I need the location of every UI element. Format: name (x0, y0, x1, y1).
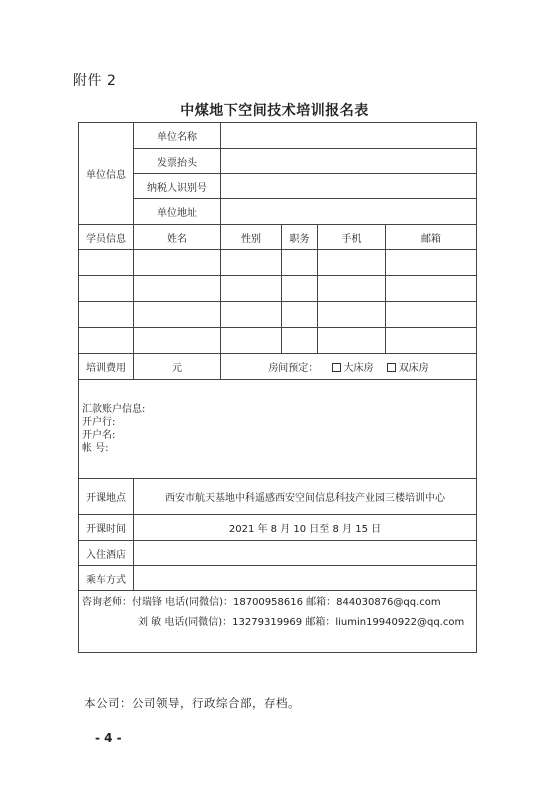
account-number-label: 帐 号: (82, 443, 109, 454)
unit-name-label: 单位名称 (134, 123, 221, 149)
taxpayer-id-label: 纳税人识别号 (134, 174, 221, 199)
attachment-label: 附件 2 (73, 73, 117, 89)
taxpayer-id-field[interactable] (221, 174, 477, 199)
student-cell[interactable] (282, 250, 318, 276)
invoice-title-field[interactable] (221, 149, 477, 174)
student-cell[interactable] (386, 302, 477, 328)
contact-line-2: 刘 敏 电话(同微信)：13279319969 邮箱：liumin19940922@qq.com (138, 617, 465, 628)
student-cell[interactable] (318, 250, 386, 276)
student-cell[interactable] (221, 250, 282, 276)
unit-name-field[interactable] (221, 123, 477, 149)
room-booking-label: 房间预定： (268, 363, 319, 374)
student-cell[interactable] (79, 302, 134, 328)
contact-line-1: 咨询老师：付瑞锋 电话(同微信)：18700958616 邮箱：844030876@qq.com (82, 597, 441, 608)
student-cell[interactable] (79, 276, 134, 302)
student-cell[interactable] (282, 328, 318, 354)
course-time-label: 开课时间 (79, 515, 134, 541)
double-bed-checkbox[interactable] (332, 363, 341, 372)
student-cell[interactable] (79, 328, 134, 354)
distribution-note: 本公司：公司领导，行政综合部，存档。 (84, 696, 300, 710)
student-cell[interactable] (79, 250, 134, 276)
student-cell[interactable] (282, 276, 318, 302)
hotel-field[interactable] (134, 541, 477, 566)
student-cell[interactable] (134, 302, 221, 328)
student-cell[interactable] (221, 302, 282, 328)
page-number: - 4 - (95, 731, 122, 745)
header-phone: 手机 (318, 225, 386, 250)
student-cell[interactable] (134, 328, 221, 354)
student-cell[interactable] (318, 302, 386, 328)
student-row (79, 302, 477, 328)
registration-form-table (78, 122, 477, 653)
header-position: 职务 (282, 225, 318, 250)
student-cell[interactable] (318, 276, 386, 302)
student-cell[interactable] (386, 276, 477, 302)
course-time-value: 2021 年 8 月 10 日至 8 月 15 日 (134, 515, 477, 541)
header-name: 姓名 (134, 225, 221, 250)
hotel-label: 入住酒店 (79, 541, 134, 566)
bank-label: 开户行: (82, 417, 116, 428)
fee-unit: 元 (134, 354, 221, 380)
room-booking (221, 354, 477, 380)
twin-bed-label: 双床房 (398, 363, 429, 374)
unit-info-label: 单位信息 (79, 123, 134, 225)
header-gender: 性别 (221, 225, 282, 250)
transport-field[interactable] (134, 566, 477, 591)
remittance-title: 汇款账户信息: (82, 404, 146, 415)
transport-label: 乘车方式 (79, 566, 134, 591)
student-cell[interactable] (386, 250, 477, 276)
student-cell[interactable] (318, 328, 386, 354)
student-cell[interactable] (221, 328, 282, 354)
training-fee-label: 培训费用 (79, 354, 134, 380)
twin-bed-checkbox[interactable] (387, 363, 396, 372)
student-row (79, 328, 477, 354)
student-cell[interactable] (134, 276, 221, 302)
remittance-info (79, 380, 477, 479)
student-info-label: 学员信息 (79, 225, 134, 250)
unit-address-label: 单位地址 (134, 199, 221, 225)
student-cell[interactable] (134, 250, 221, 276)
account-name-label: 开户名: (82, 430, 116, 441)
student-row (79, 276, 477, 302)
invoice-title-label: 发票抬头 (134, 149, 221, 174)
student-cell[interactable] (282, 302, 318, 328)
student-row (79, 250, 477, 276)
double-bed-label: 大床房 (343, 363, 374, 374)
student-cell[interactable] (221, 276, 282, 302)
student-cell[interactable] (386, 328, 477, 354)
venue-label: 开课地点 (79, 479, 134, 515)
unit-address-field[interactable] (221, 199, 477, 225)
form-title: 中煤地下空间技术培训报名表 (180, 103, 369, 119)
venue-value: 西安市航天基地中科遥感西安空间信息科技产业园三楼培训中心 (134, 479, 477, 515)
header-email: 邮箱 (386, 225, 477, 250)
contact-info (79, 591, 477, 653)
